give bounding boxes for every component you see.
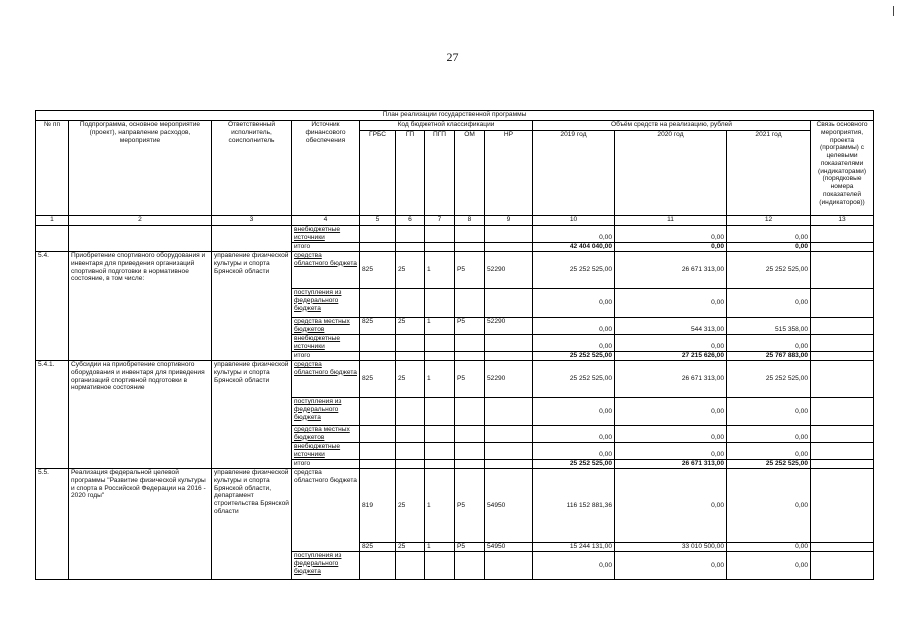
code-grbs: 825 [360,543,396,552]
item-number: 5.4. [36,252,69,361]
value-2021: 25 252 525,00 [727,361,811,398]
value-2021: 25 252 525,00 [727,460,811,469]
header-executor: Ответственный исполнитель, соисполнитель [212,121,292,216]
value-2021: 0,00 [727,335,811,352]
value-2020: 33 010 500,00 [615,543,727,552]
header-2019: 2019 год [533,131,615,216]
item-description: Реализация федеральной целевой программы "Развитие физической культуры и спорта в Российской Федерации на 2016 - 2020 годы" [69,469,212,580]
value-2021: 25 252 525,00 [727,252,811,289]
value-2019: 0,00 [533,318,615,335]
col-index: 11 [615,216,727,226]
code-grbs: 825 [360,318,396,335]
source-cell: поступления из федерального бюджета [292,552,360,580]
item-description: Субсидии на приобретение спортивного оборудования и инвентаря для приведения организаций спортивной подготовки в нормативное состояние [69,361,212,469]
col-index: 3 [212,216,292,226]
code-grbs: 825 [360,361,396,398]
source-cell: внебюджетные источники [292,443,360,460]
value-2019: 25 252 525,00 [533,352,615,361]
col-index: 9 [485,216,533,226]
item-executor: управление физической культуры и спорта Брянской области [212,252,292,361]
source-cell: поступления из федерального бюджета [292,398,360,426]
header-volume: Объём средств на реализацию, рублей [533,121,811,131]
value-2020: 0,00 [615,289,727,318]
value-2019: 0,00 [533,226,615,243]
header-program: Подпрограмма, основное мероприятие (проект), направление расходов, мероприятие [69,121,212,216]
col-index: 2 [69,216,212,226]
value-2019: 0,00 [533,335,615,352]
value-2019: 0,00 [533,443,615,460]
code-gp: 25 [396,543,425,552]
code-gp: 25 [396,252,425,289]
program-plan-table [35,110,874,580]
value-2021: 25 767 883,00 [727,352,811,361]
value-2020: 26 671 313,00 [615,460,727,469]
source-cell: средства местных бюджетов [292,426,360,443]
source-cell: средства областного бюджета [292,252,360,289]
value-2021: 0,00 [727,426,811,443]
code-ppg: 1 [425,543,455,552]
header-grbs: ГРБС [360,131,396,216]
header-om: ОМ [455,131,485,216]
source-cell: итого [292,243,360,252]
scan-edge-mark [893,6,894,16]
code-nr: 54950 [485,543,533,552]
item-executor: управление физической культуры и спорта Брянской области, департамент строительства Брянской области [212,469,292,580]
header-gp: ГП [396,131,425,216]
code-nr: 54950 [485,469,533,543]
code-gp: 25 [396,469,425,543]
source-cell: внебюджетные источники [292,226,360,243]
value-2021: 0,00 [727,243,811,252]
code-gp: 25 [396,361,425,398]
source-cell: поступления из федерального бюджета [292,289,360,318]
value-2020: 26 671 313,00 [615,361,727,398]
code-om: Р5 [455,469,485,543]
value-2019: 116 152 881,36 [533,469,615,543]
source-cell: итого [292,460,360,469]
value-2021: 515 358,00 [727,318,811,335]
value-2020: 0,00 [615,426,727,443]
code-grbs: 819 [360,469,396,543]
value-2020: 0,00 [615,443,727,460]
table-row [36,361,874,398]
value-2019: 25 252 525,00 [533,252,615,289]
page-number: 27 [446,50,459,64]
code-om: Р5 [455,318,485,335]
value-2020: 0,00 [615,469,727,543]
code-ppg: 1 [425,361,455,398]
table-row [36,252,874,289]
header-2021: 2021 год [727,131,811,216]
code-nr: 52290 [485,252,533,289]
code-nr: 52290 [485,361,533,398]
value-2020: 0,00 [615,226,727,243]
item-description: Приобретение спортивного оборудования и инвентаря для приведения организаций спортивной подготовки в нормативное состояние, в том числе: [69,252,212,361]
value-2020: 0,00 [615,243,727,252]
value-2019: 25 252 525,00 [533,460,615,469]
value-2019: 15 244 131,00 [533,543,615,552]
value-2021: 0,00 [727,398,811,426]
value-2020: 0,00 [615,398,727,426]
source-cell: внебюджетные источники [292,335,360,352]
source-cell: средства местных бюджетов [292,318,360,335]
value-2021: 0,00 [727,226,811,243]
value-2020: 0,00 [615,335,727,352]
col-index: 10 [533,216,615,226]
table-row [36,226,874,243]
col-index: 13 [811,216,874,226]
value-2020: 0,00 [615,552,727,580]
value-2019: 42 404 040,00 [533,243,615,252]
value-2019: 0,00 [533,398,615,426]
header-budget-code: Код бюджетной классификации [360,121,533,131]
code-ppg: 1 [425,252,455,289]
code-om: Р5 [455,252,485,289]
source-cell: итого [292,352,360,361]
col-index: 8 [455,216,485,226]
header-ppg: ПГП [425,131,455,216]
value-2019: 0,00 [533,426,615,443]
value-2019: 25 252 525,00 [533,361,615,398]
value-2021: 0,00 [727,469,811,543]
value-2021: 0,00 [727,543,811,552]
header-link: Связь основного мероприятия, проекта (программы) с целевыми показателями (индикаторами) (порядковые номера показателей (индикаторов)) [811,121,874,216]
code-gp: 25 [396,318,425,335]
code-om: Р5 [455,361,485,398]
value-2021: 0,00 [727,289,811,318]
item-executor: управление физической культуры и спорта Брянской области [212,361,292,469]
code-nr: 52290 [485,318,533,335]
value-2020: 26 671 313,00 [615,252,727,289]
code-ppg: 1 [425,318,455,335]
code-ppg: 1 [425,469,455,543]
col-index: 12 [727,216,811,226]
col-index: 1 [36,216,69,226]
value-2019: 0,00 [533,289,615,318]
header-source: Источник финансового обеспечения [292,121,360,216]
value-2019: 0,00 [533,552,615,580]
value-2020: 544 313,00 [615,318,727,335]
value-2021: 0,00 [727,443,811,460]
table-title: План реализации государственной программы [36,111,874,121]
header-2020: 2020 год [615,131,727,216]
item-number: 5.5. [36,469,69,580]
source-cell: средства областного бюджета [292,361,360,398]
value-2020: 27 215 626,00 [615,352,727,361]
col-index: 6 [396,216,425,226]
header-no: № пп [36,121,69,216]
header-nr: НР [485,131,533,216]
code-grbs: 825 [360,252,396,289]
table-row [36,469,874,543]
code-om: Р5 [455,543,485,552]
source-cell: средства областного бюджета [292,469,360,552]
item-number: 5.4.1. [36,361,69,469]
col-index: 4 [292,216,360,226]
value-2021: 0,00 [727,552,811,580]
col-index: 5 [360,216,396,226]
col-index: 7 [425,216,455,226]
